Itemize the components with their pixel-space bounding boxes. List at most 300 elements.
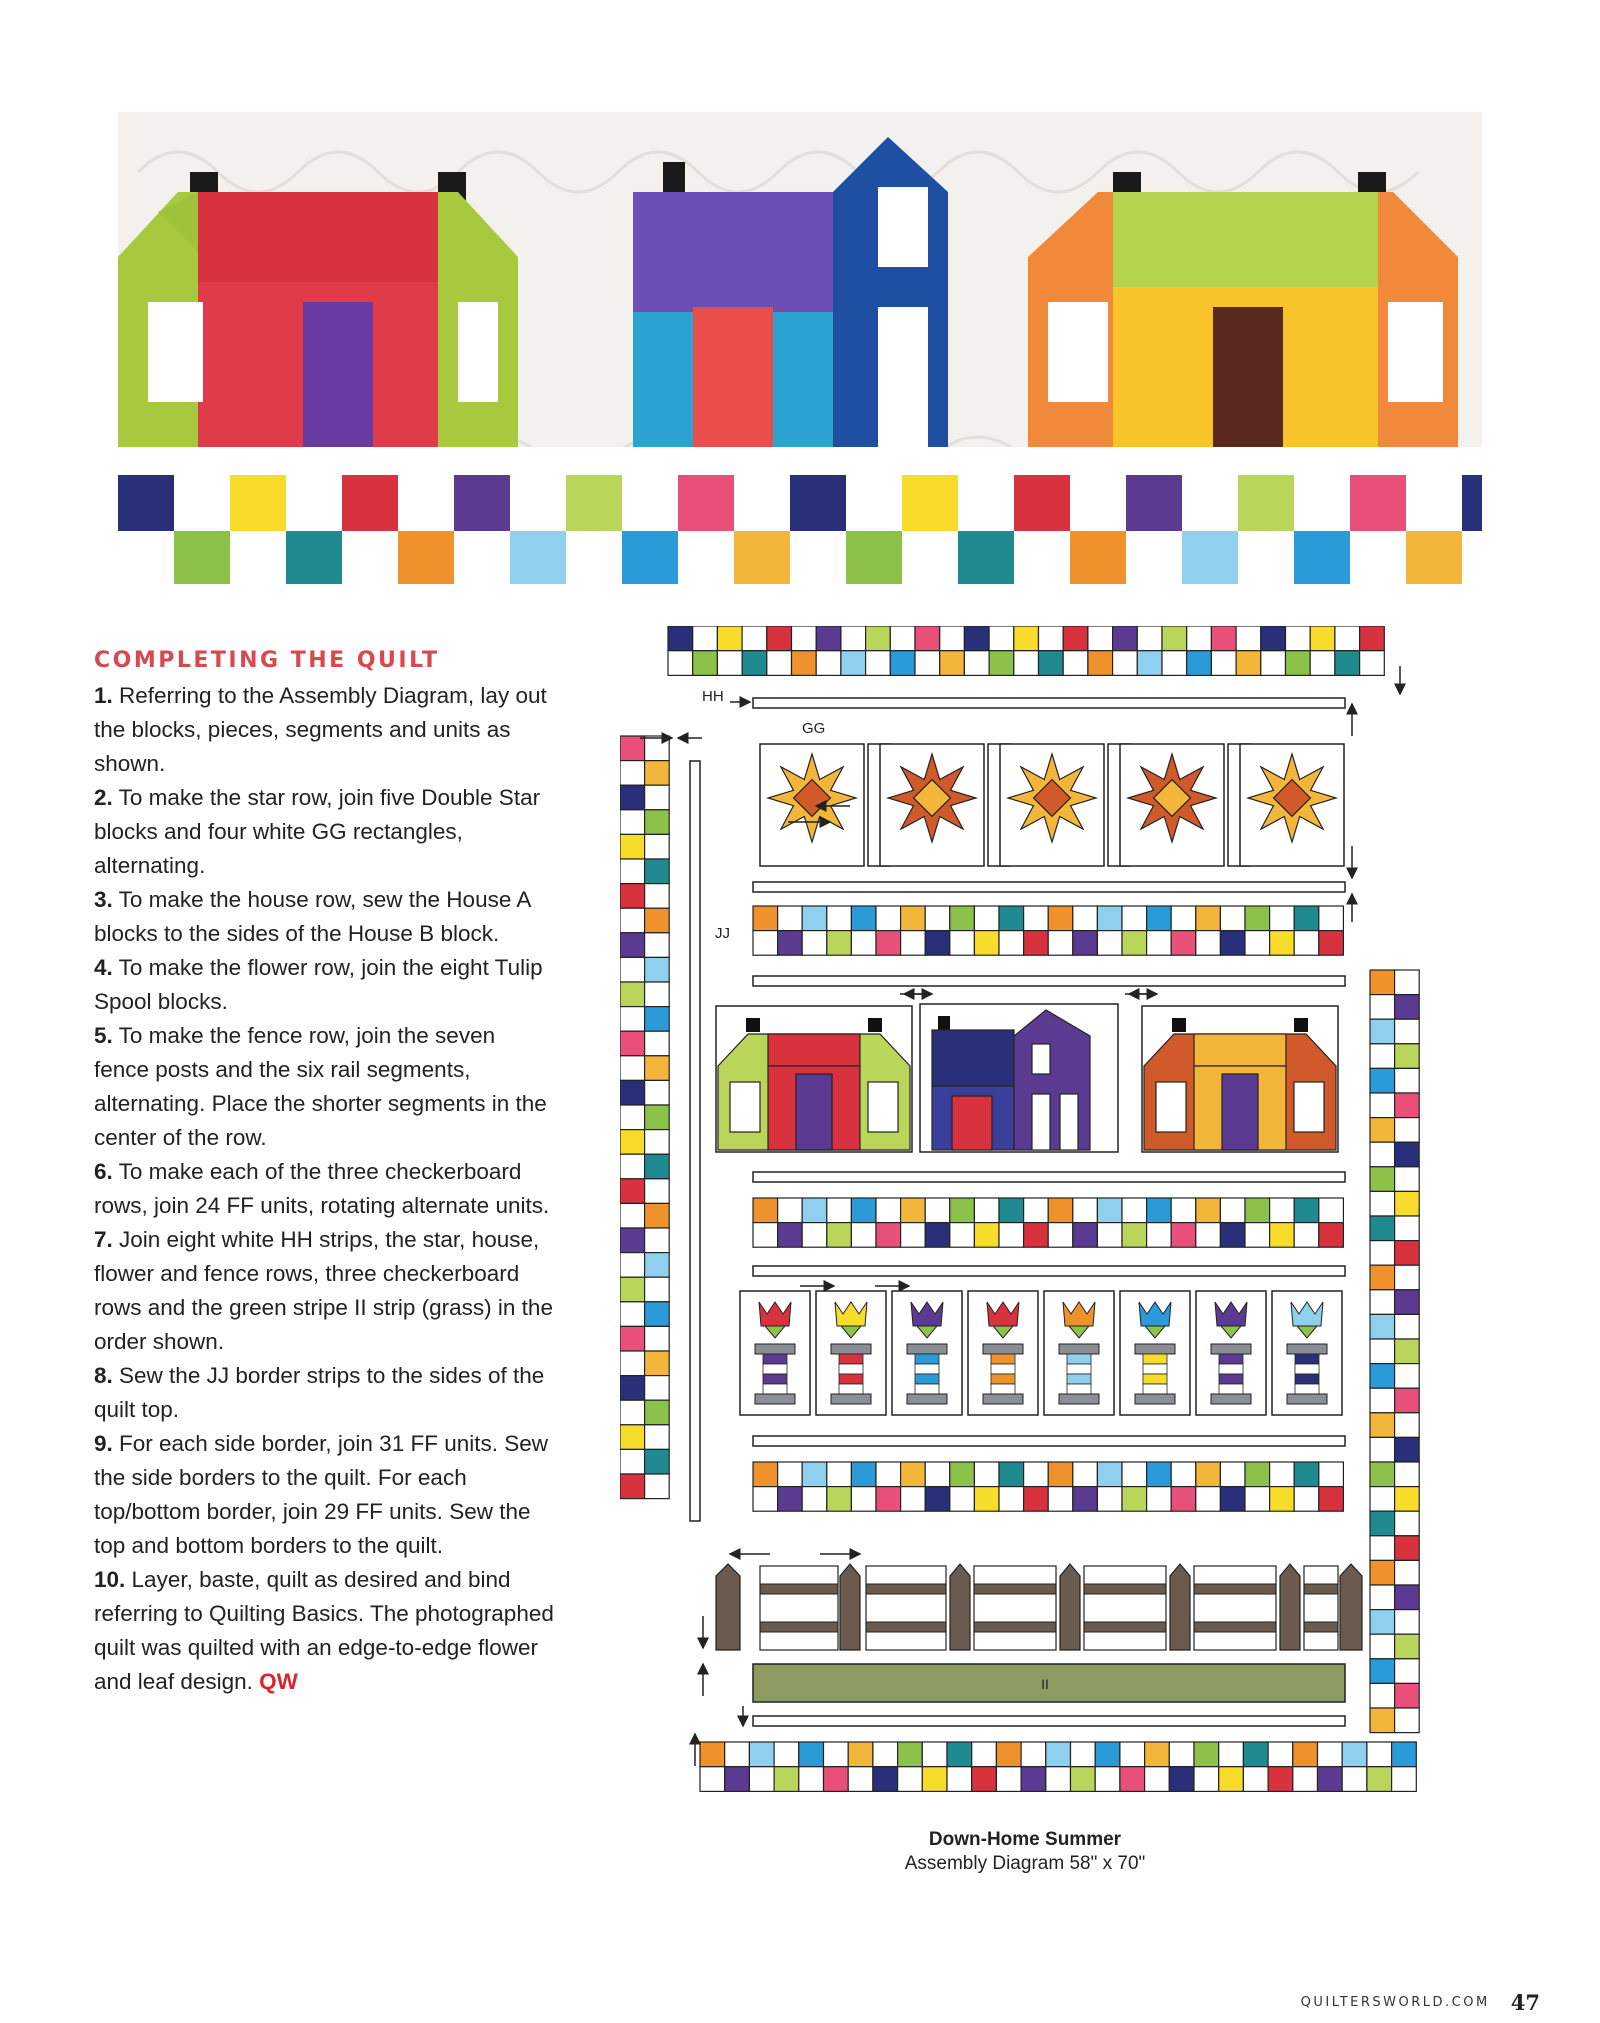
ff-unit (1293, 1767, 1318, 1792)
diagram-caption (830, 1828, 1220, 1876)
checker-square (790, 475, 846, 531)
step-number: 8. (94, 1363, 113, 1388)
instruction-step (94, 1359, 554, 1427)
ff-unit (1261, 651, 1286, 676)
fence-rail (760, 1584, 838, 1594)
ff-unit (827, 1487, 852, 1512)
ff-unit (1261, 626, 1286, 651)
ff-unit (1319, 1487, 1344, 1512)
ff-unit (940, 626, 965, 651)
ff-unit (890, 626, 915, 651)
ff-unit (700, 1767, 725, 1792)
ff-unit (1370, 1708, 1395, 1733)
ff-unit (645, 1277, 670, 1302)
ff-unit (1073, 906, 1098, 931)
fence-post (1170, 1564, 1190, 1650)
ff-unit (792, 651, 817, 676)
ff-unit (1122, 906, 1147, 931)
ff-unit (999, 1487, 1024, 1512)
ff-unit (1097, 1462, 1122, 1487)
ff-unit (620, 1228, 645, 1253)
ff-unit (827, 1198, 852, 1223)
checker-square (846, 531, 902, 584)
ff-unit (620, 859, 645, 884)
step-number: 4. (94, 955, 113, 980)
spool-thread (839, 1384, 863, 1394)
ff-unit (1395, 970, 1420, 995)
ff-unit (996, 1767, 1021, 1792)
ff-unit (1245, 1223, 1270, 1248)
spool-thread (1067, 1364, 1091, 1374)
hh-strip (753, 1436, 1345, 1446)
ff-unit (950, 1487, 975, 1512)
fence-post (950, 1564, 970, 1650)
spool-cap (1059, 1394, 1099, 1404)
checker-square (398, 531, 454, 584)
fence-rail (866, 1584, 946, 1594)
ff-unit (1063, 651, 1088, 676)
ff-unit (802, 931, 827, 956)
ff-unit (1088, 651, 1113, 676)
ff-unit (1370, 1167, 1395, 1192)
ff-unit (824, 1742, 849, 1767)
ff-unit (1395, 1241, 1420, 1266)
instruction-step (94, 1019, 554, 1155)
ff-unit (645, 1031, 670, 1056)
ff-unit (1048, 931, 1073, 956)
house-3 (1028, 172, 1458, 447)
ff-unit (645, 785, 670, 810)
fence-rail (1084, 1584, 1166, 1594)
ff-unit (1342, 1767, 1367, 1792)
ff-unit (925, 1198, 950, 1223)
window (868, 1082, 898, 1132)
spool-thread (991, 1354, 1015, 1364)
spool-thread (1295, 1384, 1319, 1394)
steps-list (94, 679, 554, 1699)
ff-unit (972, 1767, 997, 1792)
ff-unit (1370, 1487, 1395, 1512)
ff-unit (645, 1228, 670, 1253)
spool-cap (831, 1344, 871, 1354)
ff-unit (742, 651, 767, 676)
ff-unit (873, 1742, 898, 1767)
ff-unit (816, 626, 841, 651)
ff-unit (1220, 931, 1245, 956)
house-1 (118, 172, 518, 447)
ff-unit (620, 736, 645, 761)
ff-unit (824, 1767, 849, 1792)
ff-unit (753, 1198, 778, 1223)
ff-unit (1395, 1536, 1420, 1561)
checker-square (566, 531, 622, 584)
checker-square (342, 531, 398, 584)
fence-rail (1194, 1622, 1276, 1632)
ff-unit (802, 1487, 827, 1512)
ff-unit (866, 626, 891, 651)
ff-unit (876, 1462, 901, 1487)
checker-square (174, 475, 230, 531)
spool-thread (1219, 1364, 1243, 1374)
spool-cap (1059, 1344, 1099, 1354)
ff-unit (925, 1487, 950, 1512)
ff-unit (1392, 1767, 1417, 1792)
ff-unit (1095, 1742, 1120, 1767)
instruction-step (94, 679, 554, 781)
checker-square (790, 531, 846, 584)
ff-unit (964, 651, 989, 676)
house-quilt-photo (118, 112, 1482, 584)
checker-square (454, 475, 510, 531)
ff-unit (950, 931, 975, 956)
ff-unit (1270, 1198, 1295, 1223)
ff-unit (645, 810, 670, 835)
checker-square (1070, 531, 1126, 584)
step-number: 10. (94, 1567, 126, 1592)
ff-unit (1395, 1191, 1420, 1216)
spool-thread (1219, 1384, 1243, 1394)
ff-unit (1024, 931, 1049, 956)
ff-unit (901, 1462, 926, 1487)
window (1032, 1044, 1050, 1074)
ff-unit (848, 1742, 873, 1767)
ff-unit (1171, 1487, 1196, 1512)
ff-unit (799, 1742, 824, 1767)
checker-square (1126, 531, 1182, 584)
ff-unit (1335, 626, 1360, 651)
checker-square (1406, 531, 1462, 584)
flower-row (740, 1291, 1342, 1415)
ff-unit (620, 957, 645, 982)
ff-unit (1318, 1767, 1343, 1792)
ff-unit (700, 1742, 725, 1767)
ff-unit (799, 1767, 824, 1792)
ff-unit (645, 1302, 670, 1327)
house-b-roof (932, 1030, 1014, 1086)
ff-unit (851, 931, 876, 956)
spool-thread (1295, 1374, 1319, 1384)
ff-unit (1319, 931, 1344, 956)
ff-unit (1220, 1487, 1245, 1512)
ff-unit (1245, 1487, 1270, 1512)
ff-unit (620, 982, 645, 1007)
ff-unit (1171, 1223, 1196, 1248)
ff-unit (1395, 1265, 1420, 1290)
ff-unit (1245, 1462, 1270, 1487)
ff-unit (1196, 1223, 1221, 1248)
checker-square (398, 475, 454, 531)
ff-unit (1073, 1462, 1098, 1487)
ff-unit (1073, 1223, 1098, 1248)
ff-unit (1245, 1198, 1270, 1223)
ff-unit (999, 906, 1024, 931)
checker-square (1294, 531, 1350, 584)
ff-unit (645, 1376, 670, 1401)
ff-unit (1294, 1223, 1319, 1248)
ff-unit (1122, 1198, 1147, 1223)
photo-checkerboard (118, 475, 1482, 584)
spool-cap (1287, 1344, 1327, 1354)
ff-unit (1370, 1290, 1395, 1315)
ff-unit (1370, 1191, 1395, 1216)
checker-square (286, 531, 342, 584)
ff-unit (1171, 906, 1196, 931)
ff-unit (999, 931, 1024, 956)
ff-unit (620, 785, 645, 810)
ff-unit (1319, 1223, 1344, 1248)
ff-unit (645, 1351, 670, 1376)
spool-thread (1143, 1374, 1167, 1384)
checker-square (286, 475, 342, 531)
fence-rail (974, 1584, 1056, 1594)
ff-unit (1145, 1742, 1170, 1767)
page-number: 47 (1510, 1990, 1540, 2015)
checker-square (174, 531, 230, 584)
fence-post (840, 1564, 860, 1650)
ff-unit (999, 1462, 1024, 1487)
ff-unit (1370, 1118, 1395, 1143)
ff-unit (1187, 626, 1212, 651)
checker-square (1014, 475, 1070, 531)
instruction-step (94, 1223, 554, 1359)
checker-square (1070, 475, 1126, 531)
ff-unit (1370, 1068, 1395, 1093)
ff-unit (947, 1742, 972, 1767)
spool-thread (763, 1384, 787, 1394)
ff-unit (725, 1742, 750, 1767)
step-text: To make the house row, sew the House A blocks to the sides of the House B block. (94, 887, 531, 946)
ff-unit (1370, 1216, 1395, 1241)
ff-unit (950, 1223, 975, 1248)
fence-rail (1194, 1584, 1276, 1594)
step-number: 7. (94, 1227, 113, 1252)
ff-unit (1319, 1462, 1344, 1487)
ff-unit (1097, 1223, 1122, 1248)
ff-unit (1270, 1487, 1295, 1512)
spool-thread (839, 1374, 863, 1384)
assembly-diagram (620, 626, 1430, 1806)
ff-unit (925, 1462, 950, 1487)
ff-unit (989, 651, 1014, 676)
ff-unit (645, 1154, 670, 1179)
ff-unit (1171, 931, 1196, 956)
ff-unit (1048, 1462, 1073, 1487)
ff-unit (1286, 626, 1311, 651)
ff-unit (1395, 1093, 1420, 1118)
ff-unit (1370, 1610, 1395, 1635)
spool-thread (991, 1374, 1015, 1384)
spool-thread (839, 1364, 863, 1374)
ff-unit (1097, 931, 1122, 956)
ff-unit (1370, 1265, 1395, 1290)
ff-unit (974, 1487, 999, 1512)
ff-unit (1073, 1487, 1098, 1512)
ff-unit (925, 931, 950, 956)
ff-unit (753, 1223, 778, 1248)
ff-unit (1342, 1742, 1367, 1767)
ff-unit (1021, 1767, 1046, 1792)
ff-unit (620, 1302, 645, 1327)
hh-label: HH (702, 688, 724, 705)
step-text: Referring to the Assembly Diagram, lay out the blocks, pieces, segments and units as shown. (94, 683, 547, 776)
ff-unit (1370, 1388, 1395, 1413)
ff-unit (753, 906, 778, 931)
instruction-step (94, 951, 554, 1019)
ff-unit (1395, 1068, 1420, 1093)
ff-unit (620, 1130, 645, 1155)
hh-strip (753, 976, 1345, 986)
ff-unit (717, 651, 742, 676)
ff-unit (767, 626, 792, 651)
ff-unit (802, 906, 827, 931)
ff-unit (1294, 906, 1319, 931)
hh-strip (753, 882, 1345, 892)
spool-thread (1219, 1374, 1243, 1384)
ff-unit (620, 1203, 645, 1228)
ff-unit (1395, 1290, 1420, 1315)
instruction-step (94, 1563, 554, 1699)
checker-square (902, 475, 958, 531)
ff-unit (1039, 651, 1064, 676)
spool-cap (1211, 1344, 1251, 1354)
fence-rail (1304, 1622, 1338, 1632)
checker-square (678, 531, 734, 584)
ff-unit (901, 1198, 926, 1223)
ff-unit (974, 1462, 999, 1487)
ff-unit (1113, 651, 1138, 676)
step-text: To make each of the three checkerboard rows, join 24 FF units, rotating alternate units. (94, 1159, 550, 1218)
spool-cap (983, 1344, 1023, 1354)
ff-unit (1370, 1314, 1395, 1339)
ff-unit (1196, 1462, 1221, 1487)
ff-unit (749, 1742, 774, 1767)
ff-unit (1319, 906, 1344, 931)
hh-strip (753, 1172, 1345, 1182)
ff-unit (1370, 1634, 1395, 1659)
ff-unit (1395, 1585, 1420, 1610)
step-text: Sew the JJ border strips to the sides of the quilt top. (94, 1363, 545, 1422)
checker-square (1350, 531, 1406, 584)
ff-unit (1270, 906, 1295, 931)
ff-unit (1286, 651, 1311, 676)
ff-unit (876, 1198, 901, 1223)
step-number: 6. (94, 1159, 113, 1184)
ff-unit (1196, 931, 1221, 956)
checker-square (1182, 531, 1238, 584)
ff-unit (1395, 1560, 1420, 1585)
ff-unit (717, 626, 742, 651)
ff-unit (1245, 931, 1270, 956)
ff-unit (1122, 1223, 1147, 1248)
ff-unit (1395, 1437, 1420, 1462)
checker-square (510, 475, 566, 531)
ff-unit (1113, 626, 1138, 651)
fence-rail (1304, 1584, 1338, 1594)
ff-unit (1335, 651, 1360, 676)
ff-unit (1360, 651, 1385, 676)
roof (1194, 1034, 1286, 1066)
ff-unit (1294, 1487, 1319, 1512)
ff-unit (645, 736, 670, 761)
step-number: 2. (94, 785, 113, 810)
ff-unit (873, 1767, 898, 1792)
ff-unit (989, 626, 1014, 651)
ff-unit (925, 1223, 950, 1248)
ff-unit (1024, 1487, 1049, 1512)
checker-square (622, 475, 678, 531)
checker-square (510, 531, 566, 584)
ff-unit (974, 906, 999, 931)
ff-unit (1147, 1462, 1172, 1487)
ff-unit (620, 1351, 645, 1376)
ff-unit (1370, 1462, 1395, 1487)
ff-unit (898, 1767, 923, 1792)
ff-unit (668, 651, 693, 676)
ff-unit (753, 1487, 778, 1512)
spool-thread (991, 1364, 1015, 1374)
ff-unit (1120, 1767, 1145, 1792)
ff-unit (693, 651, 718, 676)
ff-unit (940, 651, 965, 676)
ff-unit (1370, 1241, 1395, 1266)
step-text: Join eight white HH strips, the star, house, flower and fence rows, three checkerboard rows and the green stripe II strip (grass) in the order shown. (94, 1227, 553, 1354)
ii-label: II (1041, 1676, 1049, 1692)
spool-cap (1211, 1394, 1251, 1404)
ff-unit (778, 1198, 803, 1223)
ff-unit (620, 1277, 645, 1302)
ff-unit (620, 761, 645, 786)
ff-unit (890, 651, 915, 676)
ff-unit (1219, 1767, 1244, 1792)
ff-unit (1137, 626, 1162, 651)
ff-unit (645, 957, 670, 982)
hh-strip (753, 1266, 1345, 1276)
spool-thread (1295, 1354, 1319, 1364)
ff-unit (620, 1105, 645, 1130)
ff-unit (1169, 1742, 1194, 1767)
ff-unit (1194, 1767, 1219, 1792)
ff-unit (1196, 1487, 1221, 1512)
checker-square (1238, 475, 1294, 531)
checker-square (1462, 531, 1482, 584)
ff-unit (774, 1742, 799, 1767)
spool-cap (755, 1344, 795, 1354)
checker-square (1238, 531, 1294, 584)
ff-unit (620, 1474, 645, 1499)
spool-cap (907, 1394, 947, 1404)
ff-unit (1162, 626, 1187, 651)
ff-unit (645, 1253, 670, 1278)
spool-thread (1295, 1364, 1319, 1374)
step-text: To make the star row, join five Double Star blocks and four white GG rectangles, alternating. (94, 785, 541, 878)
ff-unit (1211, 626, 1236, 651)
spool-thread (1219, 1354, 1243, 1364)
ff-unit (792, 626, 817, 651)
ff-unit (964, 626, 989, 651)
checker-square (342, 475, 398, 531)
ff-unit (645, 1179, 670, 1204)
ff-unit (620, 1425, 645, 1450)
ff-unit (802, 1198, 827, 1223)
ff-unit (1395, 995, 1420, 1020)
window (730, 1082, 760, 1132)
spool-thread (1067, 1354, 1091, 1364)
ff-unit (876, 1487, 901, 1512)
checker-square (1182, 475, 1238, 531)
ff-unit (1171, 1198, 1196, 1223)
ff-unit (645, 1400, 670, 1425)
spool-cap (907, 1344, 947, 1354)
